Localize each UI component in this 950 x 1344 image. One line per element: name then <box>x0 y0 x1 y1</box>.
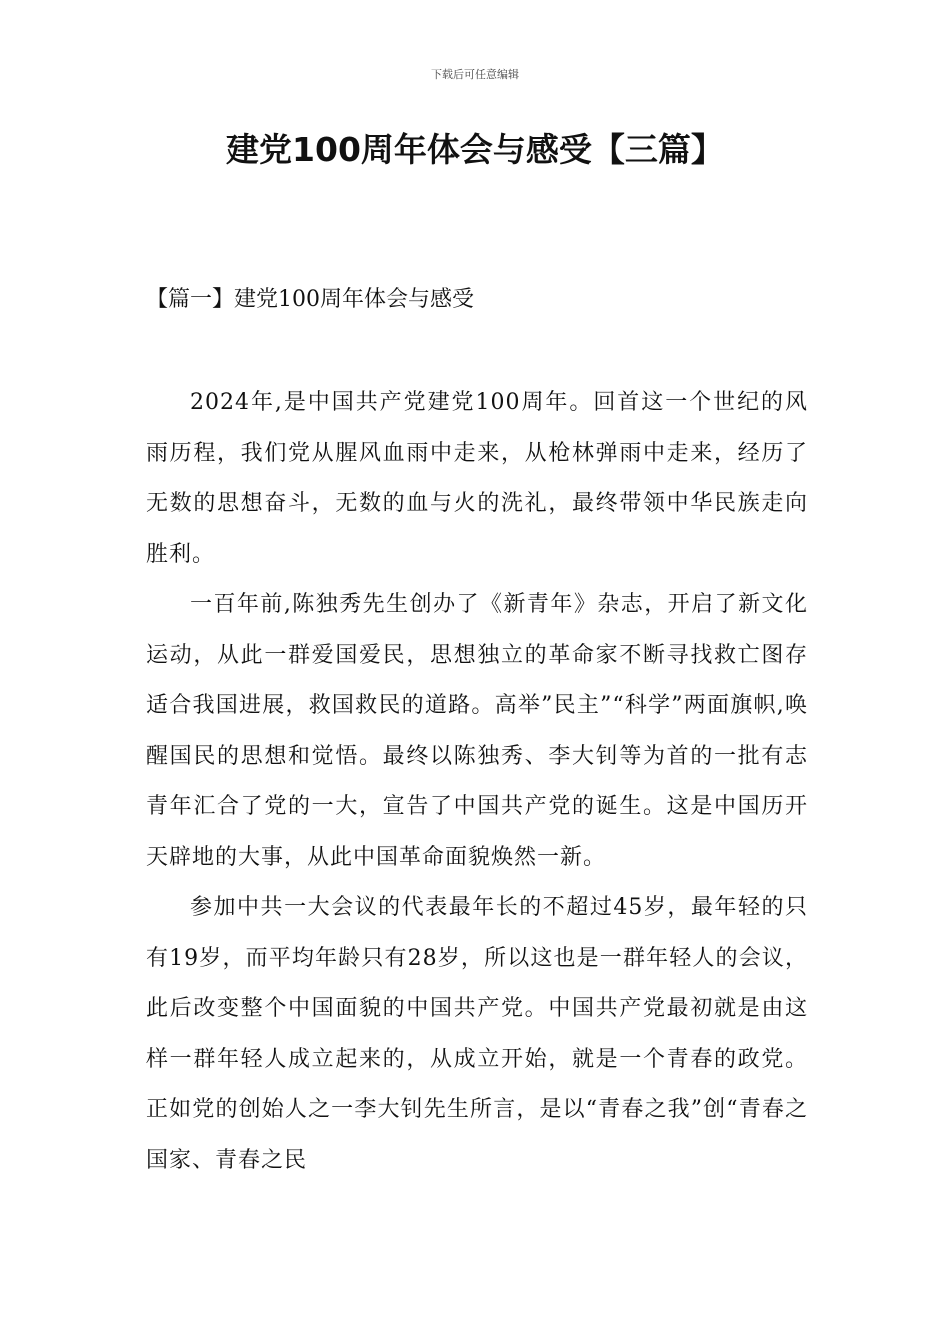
header-note: 下载后可任意编辑 <box>431 68 519 81</box>
paragraph: 参加中共一大会议的代表最年长的不超过45岁，最年轻的只有19岁，而平均年龄只有28岁，所以这也是一群年轻人的会议，此后改变整个中国面貌的中国共产党。中国共产党最初就是由这样一群年轻人成立起来的，从成立开始，就是一个青春的政党。正如党的创始人之一李大钊先生所言，是以“青春之我”创“青春之国家、青春之民 <box>146 895 808 1173</box>
document-title: 建党100周年体会与感受【三篇】 <box>226 130 724 169</box>
section-heading: 【篇一】建党100周年体会与感受 <box>146 287 474 312</box>
body-text <box>146 378 808 1186</box>
paragraph: 一百年前,陈独秀先生创办了《新青年》杂志，开启了新文化运动，从此一群爱国爱民，思想独立的革命家不断寻找救亡图存适合我国进展，救国救民的道路。高举”民主”“科学”两面旗帜,唤醒国民的思想和觉悟。最终以陈独秀、李大钊等为首的一批有志青年汇合了党的一大，宣告了中国共产党的诞生。这是中国历开天辟地的大事，从此中国革命面貌焕然一新。 <box>146 592 808 870</box>
paragraph: 2024年,是中国共产党建党100周年。回首这一个世纪的风雨历程，我们党从腥风血雨中走来，从枪林弹雨中走来，经历了无数的思想奋斗，无数的血与火的洗礼，最终带领中华民族走向胜利。 <box>146 390 808 567</box>
